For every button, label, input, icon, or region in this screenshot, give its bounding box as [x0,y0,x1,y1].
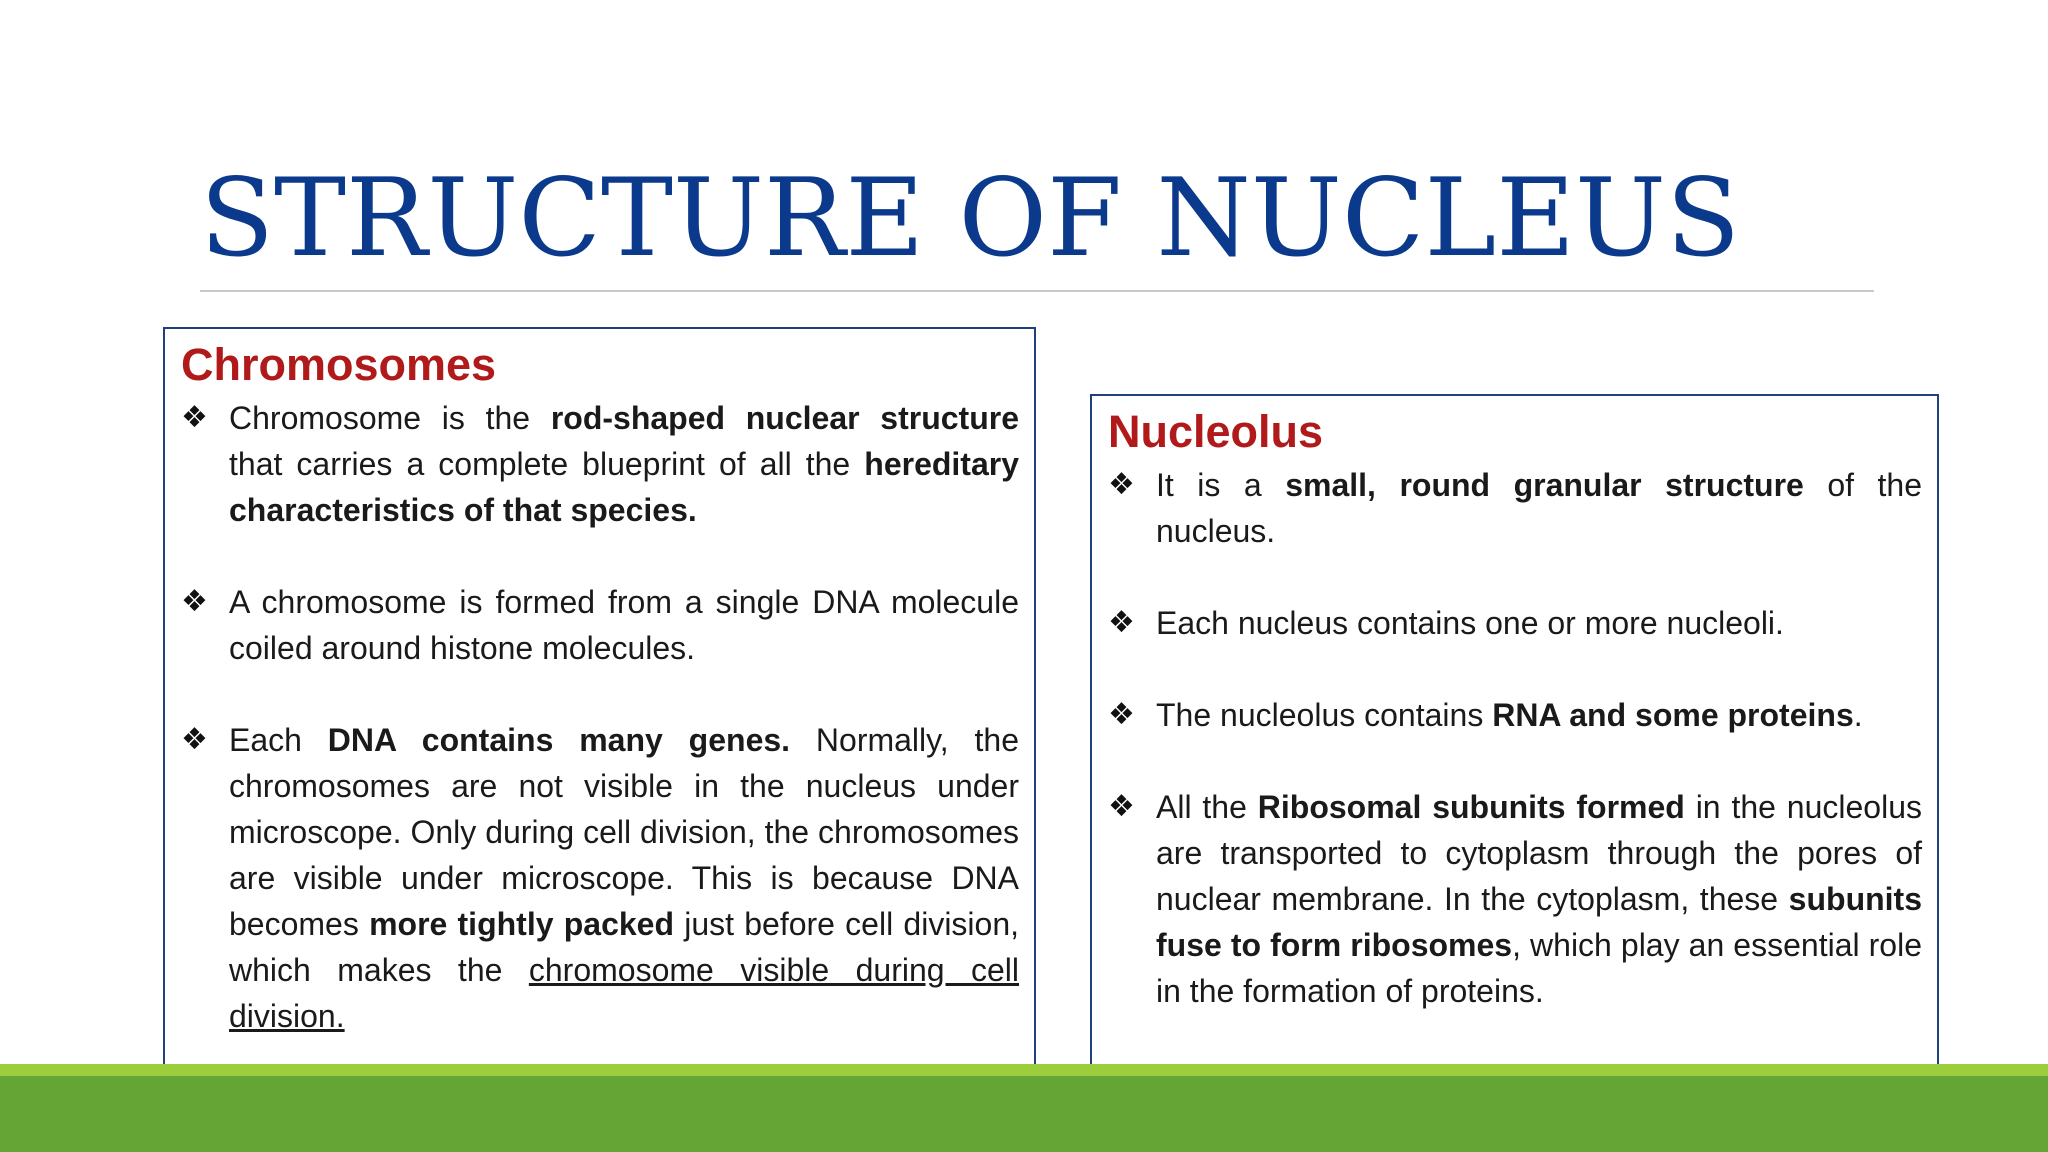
nucleolus-bullet [1108,462,1922,554]
bullet-text: A chromosome is formed from a single DNA molecule coiled around histone molecules. [229,583,1019,666]
diamond-bullet-icon: ❖ [181,400,208,434]
bullet-underlined-text: chromosome visible during cell division. [229,951,1020,1034]
bullet-text: just before cell division, which makes the [229,905,1020,988]
nucleolus-heading: Nucleolus [1108,406,1324,457]
chromosomes-bullet [181,395,1019,533]
nucleolus-bullet-list [1108,462,1922,1014]
bullet-text: The nucleolus contains [1156,696,1493,733]
bullet-bold-text: Ribosomal subunits formed [1257,788,1685,825]
chromosomes-panel [163,327,1036,1104]
bullet-bold-text: RNA and some proteins [1492,696,1854,733]
diamond-bullet-icon: ❖ [181,584,208,618]
bullet-text: in the nucleolus are transported to cytoplasm through the pores of nuclear membrane. In the cytoplasm, these [1156,788,1923,917]
bullet-text: , which play an essential role in the formation of proteins. [1156,926,1923,1009]
chromosomes-bullet [181,717,1019,1039]
bullet-bold-text: small, round granular structure [1285,466,1804,503]
bullet-text: that carries a complete blueprint of all the [229,445,865,482]
footer-band-light [0,1064,2048,1076]
bullet-text: Chromosome is the [229,399,551,436]
nucleolus-panel [1090,394,1939,1078]
bullet-text: Normally, the chromosomes are not visible in the nucleus under microscope. Only during cell division, the chromosomes are visible under microscope. This is because DNA becomes [229,721,1020,942]
slide-title: STRUCTURE OF NUCLEUS [200,156,1741,281]
diamond-bullet-icon: ❖ [181,722,208,756]
chromosomes-bullet [181,579,1019,671]
footer-band-dark [0,1076,2048,1152]
diamond-bullet-icon: ❖ [1108,605,1135,639]
bullet-bold-text: subunits fuse to form ribosomes [1156,880,1922,963]
bullet-text: Each nucleus contains one or more nucleoli. [1156,604,1784,641]
nucleolus-bullet [1108,600,1922,646]
chromosomes-bullet-list [181,395,1019,1039]
bullet-text: Each [229,721,328,758]
title-divider [200,290,1874,292]
bullet-bold-text: DNA contains many genes. [327,721,791,758]
bullet-text: It is a [1156,466,1286,503]
bullet-bold-text: rod-shaped nuclear structure [550,399,1020,436]
bullet-text: . [1853,696,1863,733]
bullet-bold-text: hereditary characteristics of that species. [229,445,1019,528]
nucleolus-bullet [1108,784,1922,1014]
diamond-bullet-icon: ❖ [1108,697,1135,731]
diamond-bullet-icon: ❖ [1108,789,1135,823]
bullet-bold-text: more tightly packed [369,905,675,942]
bullet-text: All the [1156,788,1258,825]
bullet-text: of the nucleus. [1156,466,1923,549]
diamond-bullet-icon: ❖ [1108,467,1135,501]
chromosomes-heading: Chromosomes [181,339,497,390]
nucleolus-bullet [1108,692,1922,738]
